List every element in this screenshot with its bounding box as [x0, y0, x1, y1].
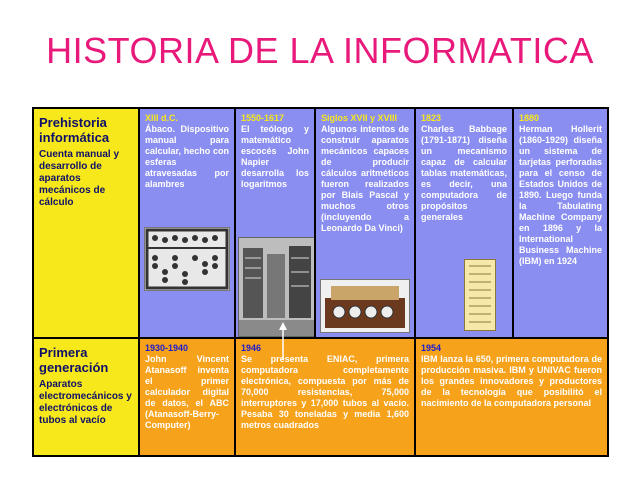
row1-cell-2 — [236, 109, 314, 337]
row1-cell-5 — [514, 109, 607, 337]
cell-year: 1954 — [421, 343, 442, 353]
row2-cell-2 — [236, 339, 414, 455]
cell-year: Siglos XVII y XVIII — [321, 113, 398, 123]
pascaline-image — [320, 279, 410, 333]
cell-text: El teólogo y matemático escocés John Napier desarrolla los logaritmos — [241, 124, 309, 189]
pointer-line — [276, 322, 290, 362]
cell-year: XIII d.C. — [145, 113, 179, 123]
row1-cell-1 — [140, 109, 234, 337]
cell-text: Algunos intentos de construir aparatos mecánicos capaces de producir cálculos aritméticos fueron realizados por Blais Pascal y muchos otros (incluyendo a Leonardo Da Vinci) — [321, 124, 409, 233]
row2-cell-3 — [416, 339, 607, 455]
cell-text: Ábaco. Dispositivo manual para calcular, hecho con esferas atravesadas por alambres — [145, 124, 229, 189]
row1-cell-3 — [316, 109, 414, 337]
cell-year: 1823 — [421, 113, 442, 123]
cell-text: IBM lanza la 650, primera computadora de producción masiva. IBM y UNIVAC fueron los grandes innovadores y productores de la tecnología que posibilitó el nacimiento de la computadora personal — [421, 354, 602, 408]
cell-year: 1880 — [519, 113, 540, 123]
cell-year: 1946 — [241, 343, 262, 353]
row2-sublabel: Aparatos electromecánicos y electrónicos de tubos al vacío — [39, 379, 132, 426]
row1-label: Prehistoria informática — [39, 115, 110, 145]
row1-header — [34, 109, 138, 337]
punch-card-image — [464, 259, 496, 331]
row1-sublabel: Cuenta manual y desarrollo de aparatos mecánicos de cálculo — [39, 149, 120, 208]
cell-text: John Vincent Atanasoff inventa el primer calculador digital de datos, el ABC (Atanasoff-Berry-Computer) — [145, 354, 229, 430]
abacus-image — [144, 227, 230, 291]
cell-year: 1550-1617 — [241, 113, 285, 123]
cell-year: 1930-1940 — [145, 343, 189, 353]
row2-label: Primera generación — [39, 345, 109, 375]
cell-text: Charles Babbage (1791-1871) diseña un mecanismo capaz de calcular tablas matemáticas, es decir, una computadora de propósitos generales — [421, 124, 507, 222]
cell-text: Se presenta ENIAC, primera computadora completamente electrónica, compuesta por más de 70,000 resistencias, 75,000 interruptores y 17,000 tubos al vacío. Pesaba 30 toneladas y media 1,600 metros cuadrados — [241, 354, 409, 430]
row2-cell-1 — [140, 339, 234, 455]
history-table — [32, 107, 609, 457]
cell-text: Herman Hollerit (1860-1929) diseña un sistema de tarjetas perforadas para el censo de Estados Unidos de 1890. Luego funda la Tabulating Machine Company en 1896 y la International Business Machine (IBM) en 1924 — [519, 124, 602, 266]
page-title: HISTORIA DE LA INFORMATICA — [46, 30, 594, 71]
row2-header — [34, 339, 138, 455]
